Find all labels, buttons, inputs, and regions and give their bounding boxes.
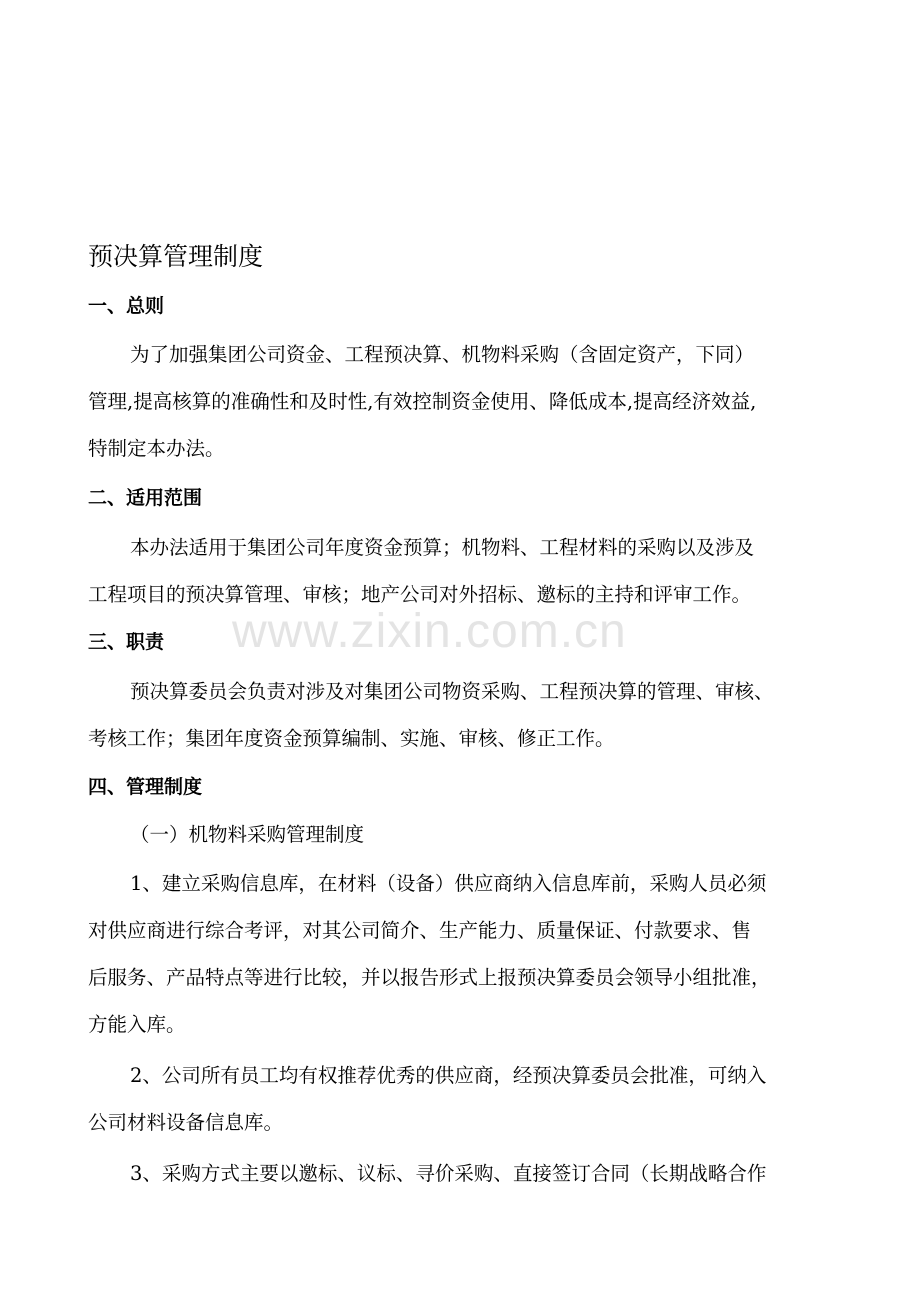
- paragraph-line: 方能入库。: [88, 1013, 186, 1036]
- paragraph-line: 1、建立采购信息库，在材料（设备）供应商纳入信息库前，采购人员必须: [130, 872, 767, 895]
- paragraph-line: 本办法适用于集团公司年度资金预算；机物料、工程材料的采购以及涉及: [130, 536, 755, 559]
- paragraph-line: 考核工作；集团年度资金预算编制、实施、审核、修正工作。: [88, 727, 615, 750]
- section-heading-scope: 二、适用范围: [88, 487, 203, 509]
- paragraph-line: 公司材料设备信息库。: [88, 1111, 284, 1134]
- paragraph-line: 预决算委员会负责对涉及对集团公司物资采购、工程预决算的管理、审核、: [130, 680, 774, 703]
- paragraph-line: 为了加强集团公司资金、工程预决算、机物料采购（含固定资产，下同）: [130, 343, 755, 366]
- paragraph-line: 后服务、产品特点等进行比较，并以报告形式上报预决算委员会领导小组批准，: [88, 966, 771, 989]
- paragraph-line: 工程项目的预决算管理、审核；地产公司对外招标、邀标的主持和评审工作。: [88, 583, 752, 606]
- paragraph-line: 2、公司所有员工均有权推荐优秀的供应商，经预决算委员会批准，可纳入: [130, 1064, 767, 1087]
- paragraph-line: 3、采购方式主要以邀标、议标、寻价采购、直接签订合同（长期战略合作: [130, 1162, 767, 1185]
- paragraph-line: 特制定本办法。: [88, 437, 225, 460]
- subsection-heading: （一）机物料采购管理制度: [130, 823, 365, 846]
- paragraph-line: 管理,提高核算的准确性和及时性,有效控制资金使用、降低成本,提高经济效益,: [88, 390, 757, 413]
- section-heading-duties: 三、职责: [88, 631, 165, 653]
- section-heading-management: 四、管理制度: [88, 776, 203, 798]
- section-heading-general: 一、总则: [88, 295, 165, 317]
- document-title: 预决算管理制度: [88, 242, 264, 271]
- watermark: www.zixin.com.cn: [232, 605, 627, 658]
- paragraph-line: 对供应商进行综合考评，对其公司简介、生产能力、质量保证、付款要求、售: [88, 919, 752, 942]
